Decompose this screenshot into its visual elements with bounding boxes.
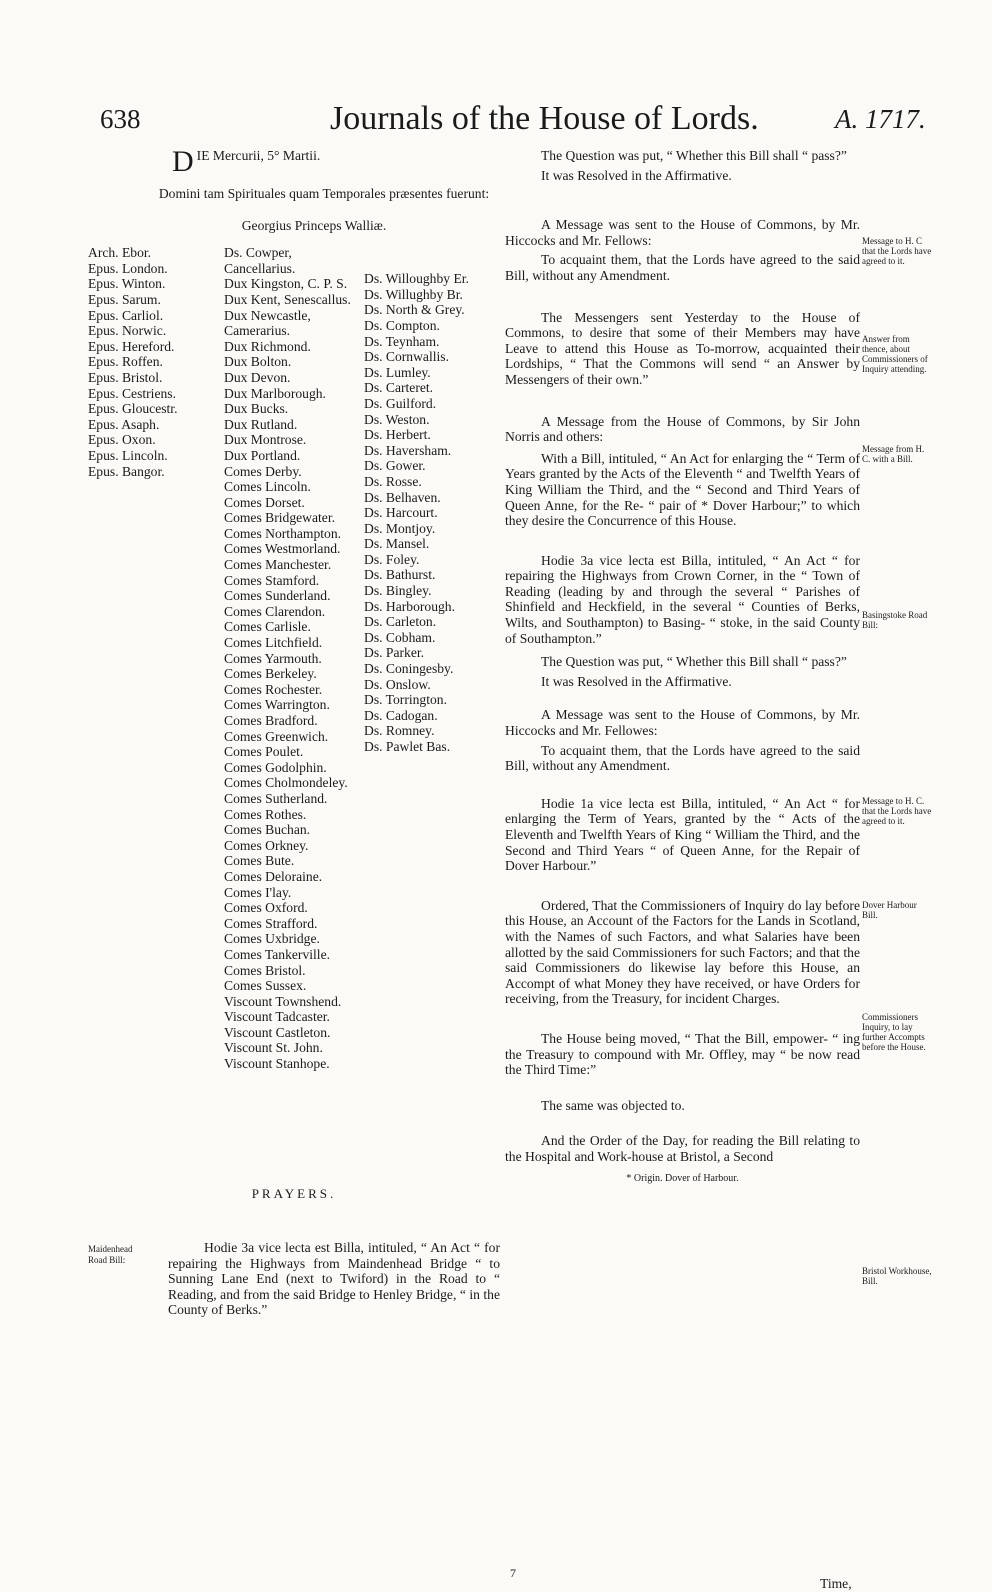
attendee-name: Epus. Gloucestr. [88,401,178,417]
present-line: Domini tam Spirituales quam Temporales præsentes fuerunt: [158,186,490,201]
margin-note-7: Commissioners Inquiry, to lay further Accompts before the House. [862,1012,926,1052]
attendee-name: Comes Rochester. [224,681,323,697]
question-2: The Question was put, “ Whether this Bill shall “ pass?” [541,654,847,670]
attendee-name: Ds. Gower. [364,458,426,474]
attendee-name: Dux Portland. [224,447,301,463]
attendee-name: Ds. Guilford. [364,395,437,411]
prince-line: Georgius Princeps Walliæ. [241,217,387,233]
attendee-name: Epus. Sarum. [88,291,161,307]
margin-note-8: Bristol Workhouse, Bill. [862,1266,932,1286]
dover-bill-text: With a Bill, intituled, “ An Act for enlarging the “ Term of Years granted by the Acts of the Eleventh “ and Twelfth Years of King William the Third, and the “ Second and Third Years of Queen Anne, for the Re- “ pair of * Dover Harbour;” to which they desire the Concurrence of this House. [505,450,860,529]
attendee-name: Ds. Compton. [364,317,440,333]
attendee-name: Ds. Parker. [364,645,425,661]
acquaint-1: To acquaint them, that the Lords have agreed to the said Bill, without any Amendment. [505,252,860,283]
attendee-name: Dux Bolton. [224,354,292,370]
attendee-name: Ds. Weston. [364,411,430,427]
page-header [0,100,992,140]
dover-first-reading: Hodie 1a vice lecta est Billa, intituled, “ An Act “ for enlarging the Term of Years, granted by the “ Acts of the Eleventh and Twelfth Years of King “ William the Third, and the Second and Third Years “ of Queen Anne, for the Repair of Dover Harbour.” [505,795,860,874]
basingstoke-bill: Hodie 3a vice lecta est Billa, intituled, “ An Act “ for repairing the Highways from Crown Corner, in the “ Town of Reading (leading by and through the several “ Parishes of Shinfield and Heckfield, in the several “ Counties of Berks, Wilts, and Southampton) to Basing- “ stoke, in the said County of Southampton.” [505,552,860,646]
attendee-name: Viscount Castleton. [224,1024,331,1040]
barons-column [364,271,494,754]
attendee-name: Comes Yarmouth. [224,650,322,666]
attendee-name: Ds. Pawlet Bas. [364,739,451,754]
attendee-name: Viscount Townshend. [224,993,342,1009]
attendee-name: Comes Sussex. [224,978,307,994]
resolved-1: It was Resolved in the Affirmative. [541,167,732,183]
attendee-name: Ds. Torrington. [364,692,448,708]
attendee-name: Epus. London. [88,260,168,276]
attendee-name: Ds. Montjoy. [364,520,436,536]
resolved-2: It was Resolved in the Affirmative. [541,673,732,689]
date-text: IE Mercurii, 5° Martii. [196,148,321,163]
attendee-name: Ds. Harborough. [364,598,455,614]
attendee-name: Comes Carlisle. [224,619,311,635]
attendee-name: Comes Westmorland. [224,541,341,557]
attendee-name: Ds. Willughby Br. [364,286,463,302]
attendee-name: Comes Dorset. [224,494,305,510]
attendee-name: Ds. Carleton. [364,614,437,630]
attendee-name: Ds. Bingley. [364,583,432,599]
attendee-name: Comes Buchan. [224,822,311,838]
attendee-name: Comes Bute. [224,853,295,869]
attendee-name: Ds. Coningesby. [364,661,454,677]
attendee-name: Ds. Mansel. [364,536,430,552]
attendee-name: Comes Sutherland. [224,790,328,806]
attendee-name: Comes Berkeley. [224,666,317,682]
question-1: The Question was put, “ Whether this Bill shall “ pass?” [541,148,847,163]
acquaint-2: To acquaint them, that the Lords have agreed to the said Bill, without any Amendment. [505,742,860,774]
attendee-name: Ds. Haversham. [364,442,452,458]
attendee-name: Dux Kent, Senescallus. [224,291,351,307]
attendee-name: Comes Lincoln. [224,479,311,495]
attendee-name: Comes I'lay. [224,884,292,900]
prayers-heading: PRAYERS. [251,1186,337,1201]
attendee-name: Dux Montrose. [224,432,307,448]
attendee-name: Dux Devon. [224,369,291,385]
attendee-name: Ds. Onslow. [364,676,431,692]
attendee-name: Ds. Lumley. [364,364,431,380]
ordered-commissioners: Ordered, That the Commissioners of Inquiry do lay before this House, an Account of the Factors for the Lands in Scotland, with the Names of such Factors, and what Salaries have been allotted by the said Commissioners for such Factors; and that the said Commissioners do likewise lay before this House, an Accompt of what Money they have received, or have Orders for receiving, from the Treasury, for incident Charges. [505,897,860,1007]
attendee-name: Dux Richmond. [224,338,311,354]
attendee-name: Arch. Ebor. [88,245,152,261]
attendee-name: Epus. Cestriens. [88,385,176,401]
margin-note-1: Message to H. C that the Lords have agreed to it. [862,236,932,266]
message-2: A Message was sent to the House of Commons, by Mr. Hiccocks and Mr. Fellowes: [505,707,860,739]
signature-mark: 7 [510,1566,516,1580]
attendee-name: Comes Clarendon. [224,603,326,619]
attendee-name: Ds. Belhaven. [364,489,441,505]
margin-note-2: Answer from thence, about Commissioners of Inquiry attending. [862,334,928,374]
attendee-name: Comes Stamford. [224,572,320,588]
attendee-name: Ds. Romney. [364,723,435,739]
house-moved: The House being moved, “ That the Bill, empower- “ ing the Treasury to compound with Mr. Offley, may “ be now read the Third Time:” [505,1030,860,1078]
attendee-name: Comes Cholmondeley. [224,775,348,791]
attendee-name: Dux Rutland. [224,416,298,432]
attendee-name: Ds. Teynham. [364,333,440,349]
footnote: * Origin. Dover of Harbour. [626,1172,739,1184]
attendee-name: Dux Marlborough. [224,385,326,401]
year: A. 1717. [835,104,926,134]
attendee-name: Comes Warrington. [224,697,330,713]
message-1: A Message was sent to the House of Commons, by Mr. Hiccocks and Mr. Fellows: [505,217,860,248]
attendee-name: Ds. Herbert. [364,427,431,443]
attendee-name: Comes Uxbridge. [224,931,320,947]
attendee-name: Viscount St. John. [224,1040,323,1056]
right-column [505,148,860,1186]
attendee-name: Ds. Cowper, Cancellarius. [224,245,296,276]
attendee-name: Epus. Bristol. [88,369,163,385]
bishops-column [88,245,212,479]
objected: The same was objected to. [541,1097,685,1113]
margin-note-4: Basingstoke Road Bill: [862,610,928,630]
attendee-name: Comes Northampton. [224,525,342,541]
maidenhead-paragraph: Hodie 3a vice lecta est Billa, intituled, “ An Act “ for repairing the Highways from Maindenhead Bridge “ to Sunning Lane End (next to Twiford) in the Road to “ Reading, and from the said Bridge to Henley Bridge, “ in the County of Berks.” [168,1240,500,1318]
margin-note-3: Message from H. C. with a Bill. [862,444,925,464]
attendee-name: Comes Tankerville. [224,946,331,962]
attendee-name: Comes Litchfield. [224,635,323,651]
margin-note-5: Message to H. C. that the Lords have agreed to it. [862,796,932,826]
attendee-name: Comes Rothes. [224,806,307,822]
attendee-name: Epus. Oxon. [88,432,156,448]
attendee-name: Comes Deloraine. [224,868,323,884]
attendee-name: Comes Bridgewater. [224,510,335,526]
attendee-name: Epus. Lincoln. [88,447,168,463]
attendee-name: Dux Kingston, C. P. S. [224,276,348,292]
attendee-name: Ds. Cornwallis. [364,349,449,365]
left-column [88,145,500,1125]
attendee-name: Ds. Cobham. [364,629,436,645]
margin-maidenhead: Maidenhead Road Bill: [88,1244,133,1265]
attendee-name: Viscount Tadcaster. [224,1009,330,1025]
attendee-name: Viscount Stanhope. [224,1056,330,1072]
attendee-name: Comes Derby. [224,463,302,479]
attendee-name: Comes Bristol. [224,962,306,978]
message-from-commons: A Message from the House of Commons, by Sir John Norris and others: [505,413,860,445]
attendee-name: Epus. Bangor. [88,463,165,479]
attendee-name: Comes Bradford. [224,713,318,728]
messengers-answer: The Messengers sent Yesterday to the House of Commons, to desire that some of their Members may have Leave to attend this House as To-morrow, acquainted their Lordships, “ That the Commons will send “ an Answer by Messengers of their own.” [505,309,860,387]
attendee-name: Comes Orkney. [224,837,309,853]
attendee-name: Ds. North & Grey. [364,302,465,318]
attendee-name: Comes Oxford. [224,900,308,916]
attendee-name: Ds. Foley. [364,551,420,567]
attendee-name: Epus. Winton. [88,276,166,292]
attendee-name: Ds. Bathurst. [364,567,436,583]
peers-column [224,245,364,1071]
attendee-name: Comes Greenwich. [224,728,329,744]
attendee-name: Ds. Rosse. [364,473,422,489]
catchword: Time, [820,1576,852,1591]
attendee-name: Ds. Cadogan. [364,707,438,723]
attendee-name: Epus. Asaph. [88,416,160,432]
attendee-name: Epus. Roffen. [88,354,163,370]
attendee-name: Dux Bucks. [224,401,289,417]
journal-title: Journals of the House of Lords. [330,100,759,137]
attendee-name: Comes Godolphin. [224,759,327,775]
attendee-name: Ds. Harcourt. [364,505,438,521]
attendee-name: Comes Poulet. [224,744,304,760]
page-number: 638 [100,104,141,134]
attendee-name: Epus. Carliol. [88,307,164,323]
margin-note-6: Dover Harbour Bill. [862,900,917,920]
attendee-name: Comes Strafford. [224,915,318,931]
attendee-name: Comes Manchester. [224,557,332,573]
date-line [172,145,500,178]
attendance-list [88,245,500,1125]
attendee-name: Ds. Carteret. [364,380,434,396]
attendee-name: Ds. Willoughby Er. [364,271,469,287]
order-of-day: And the Order of the Day, for reading the Bill relating to the Hospital and Work-house at Bristol, a Second [505,1133,860,1164]
attendee-name: Comes Sunderland. [224,588,331,604]
attendee-name: Epus. Hereford. [88,338,175,354]
drop-cap: D [172,145,194,178]
attendee-name: Dux Newcastle, Camerarius. [224,307,311,339]
attendee-name: Epus. Norwic. [88,323,167,339]
